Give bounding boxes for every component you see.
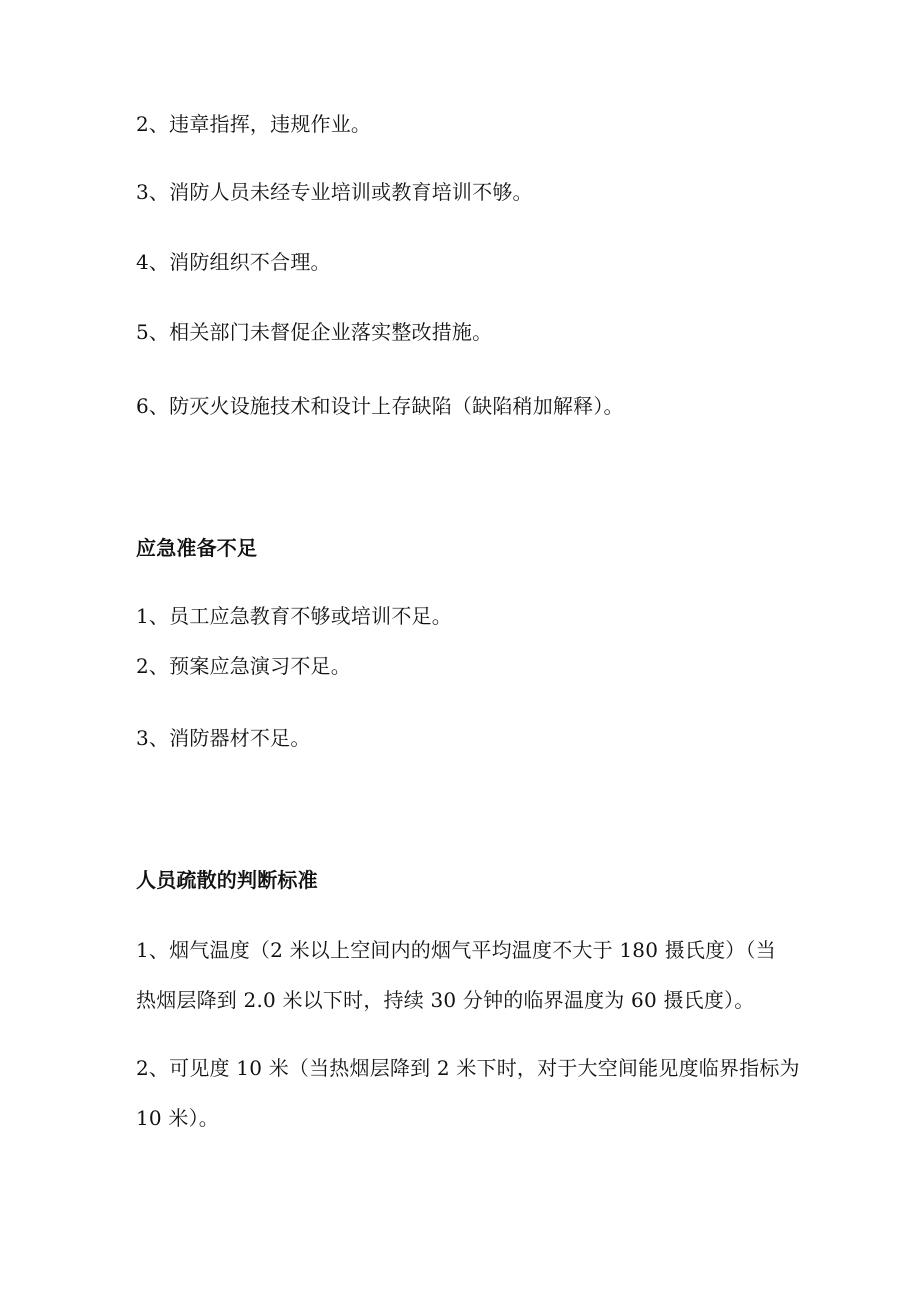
list-item: 4、消防组织不合理。: [136, 250, 331, 274]
list-item: 2、违章指挥，违规作业。: [136, 112, 372, 136]
list-item: 6、防灭火设施技术和设计上存缺陷（缺陷稍加解释）。: [136, 394, 624, 418]
list-item-line: 1、烟气温度（2 米以上空间内的烟气平均温度不大于 180 摄氏度）（当: [136, 938, 776, 962]
section-heading-evacuation-criteria: 人员疏散的判断标准: [136, 868, 318, 892]
list-item-line: 10 米）。: [136, 1106, 220, 1130]
list-item-line: 2、可见度 10 米（当热烟层降到 2 米下时，对于大空间能见度临界指标为: [136, 1056, 800, 1080]
list-item: 1、员工应急教育不够或培训不足。: [136, 604, 452, 628]
list-item: 3、消防器材不足。: [136, 726, 311, 750]
list-item-line: 热烟层降到 2.0 米以下时，持续 30 分钟的临界温度为 60 摄氏度）。: [136, 988, 755, 1012]
section-heading-emergency-preparation: 应急准备不足: [136, 536, 258, 560]
list-item: 5、相关部门未督促企业落实整改措施。: [136, 320, 493, 344]
list-item: 3、消防人员未经专业培训或教育培训不够。: [136, 180, 533, 204]
list-item: 2、预案应急演习不足。: [136, 654, 351, 678]
